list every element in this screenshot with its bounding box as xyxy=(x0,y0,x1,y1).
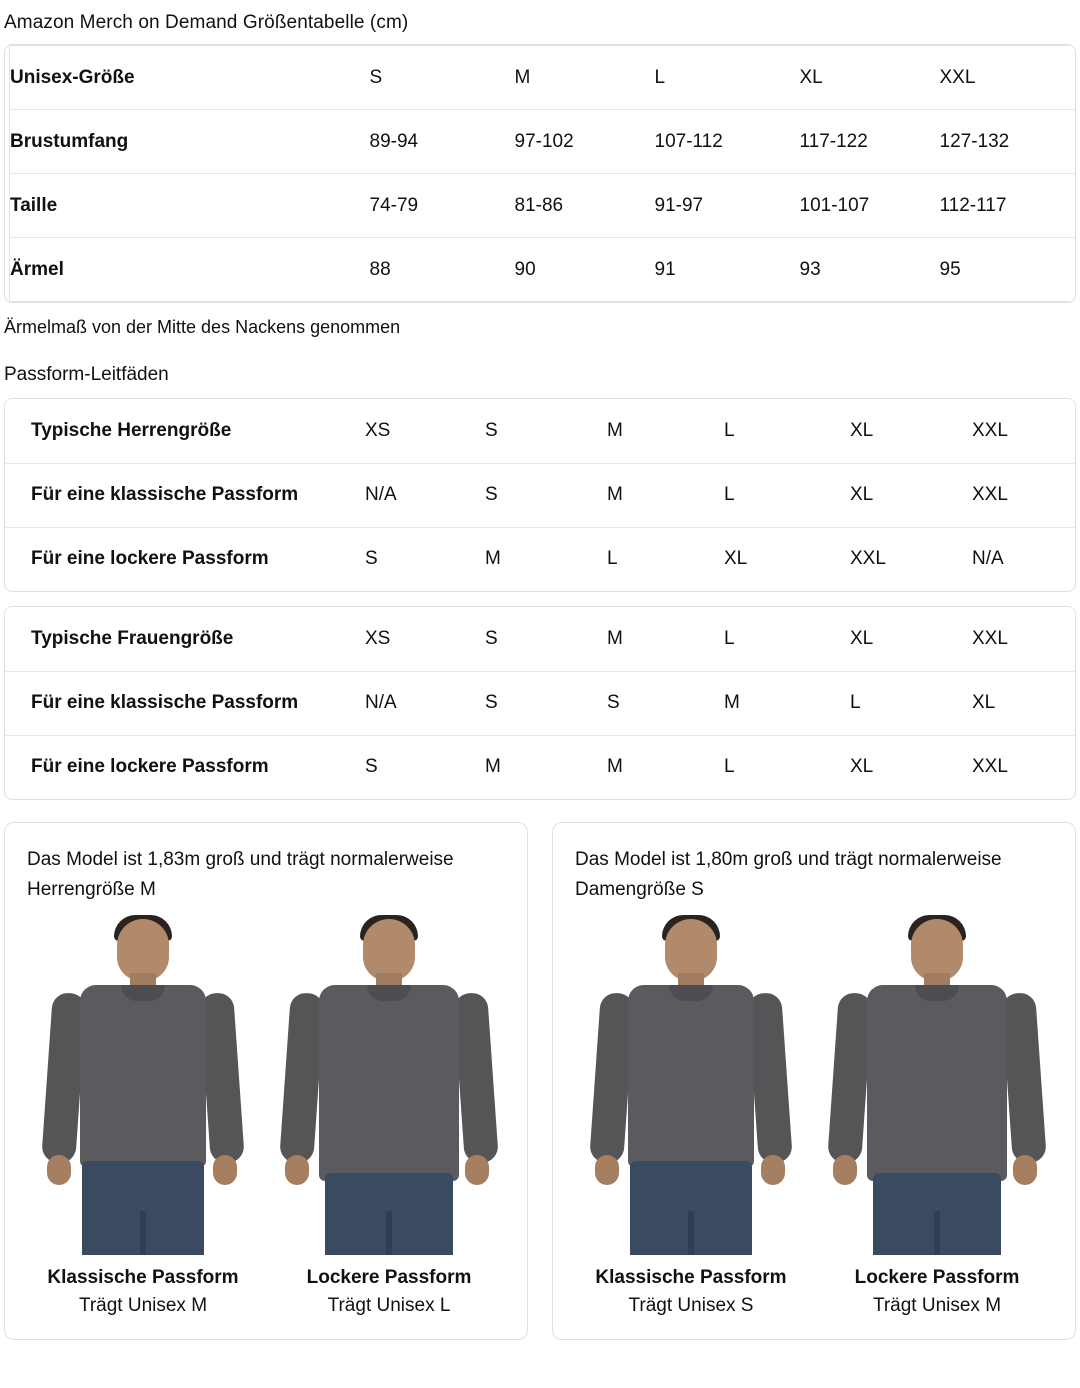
right-sleeve-shape xyxy=(453,992,499,1164)
cell-unisex-size-xxl: XXL xyxy=(940,46,1077,110)
cell-waist-s: 74-79 xyxy=(370,174,515,238)
head-shape xyxy=(911,919,963,981)
cell-womens-classic-1: N/A xyxy=(365,671,485,735)
cell-womens-classic-4: M xyxy=(724,671,850,735)
row-header-typical-womens-size: Typische Frauengröße xyxy=(5,607,365,671)
womens-fit-table xyxy=(5,607,1075,799)
figure-label-mens-classic: Klassische Passform xyxy=(47,1267,239,1288)
shirt-shape xyxy=(319,985,459,1181)
model-card-womens xyxy=(552,822,1076,1340)
jeans-seam xyxy=(386,1211,392,1255)
mens-fit-table-container xyxy=(4,398,1076,592)
cell-chest-xl: 117-122 xyxy=(800,110,940,174)
cell-womens-typical-6: XXL xyxy=(972,607,1075,671)
cell-waist-l: 91-97 xyxy=(655,174,800,238)
row-header-chest: Brustumfang xyxy=(10,110,370,174)
table-row xyxy=(5,735,1075,799)
jeans-seam xyxy=(688,1211,694,1255)
table-row xyxy=(5,463,1075,527)
figure-label-womens-loose: Lockere Passform xyxy=(854,1267,1020,1288)
cell-womens-loose-3: M xyxy=(607,756,623,778)
cell-womens-loose-2: M xyxy=(485,756,501,778)
table-row xyxy=(10,238,1077,302)
right-hand-shape xyxy=(213,1155,237,1185)
model-photo-mens-loose xyxy=(284,915,494,1255)
cell-mens-classic-5: XL xyxy=(850,463,972,527)
shirt-shape xyxy=(80,985,206,1167)
person-illustration xyxy=(586,915,796,1255)
cell-mens-classic-6: XXL xyxy=(972,463,1075,527)
model-caption-womens: Das Model ist 1,80m groß und trägt normalerweise Damengröße S xyxy=(575,849,1002,900)
row-header-typical-mens-size: Typische Herrengröße xyxy=(5,399,365,463)
cell-mens-typical-3: M xyxy=(607,399,724,463)
right-hand-shape xyxy=(1013,1155,1037,1185)
cell-womens-typical-4: L xyxy=(724,607,850,671)
jeans-seam xyxy=(140,1211,146,1255)
model-figures-mens xyxy=(27,915,505,1321)
cell-sleeve-s: 88 xyxy=(369,258,391,280)
left-hand-shape xyxy=(285,1155,309,1185)
cell-mens-typical-4: L xyxy=(724,399,850,463)
cell-mens-loose-4: XL xyxy=(724,548,748,570)
cell-womens-loose-5: XL xyxy=(850,756,874,778)
cell-sleeve-l: 91 xyxy=(654,258,676,280)
cell-womens-loose-4: L xyxy=(724,756,735,778)
cell-waist-xl: 101-107 xyxy=(800,174,940,238)
model-photo-mens-classic xyxy=(38,915,248,1255)
cell-womens-loose-6: XXL xyxy=(972,756,1008,778)
table-row xyxy=(10,174,1077,238)
row-header-womens-classic-fit: Für eine klassische Passform xyxy=(5,671,365,735)
figure-label-womens-classic: Klassische Passform xyxy=(595,1267,787,1288)
figure-mens-classic xyxy=(27,915,259,1321)
cell-mens-loose-1: S xyxy=(365,548,378,570)
cell-sleeve-m: 90 xyxy=(514,258,536,280)
fit-guides-label: Passform-Leitfäden xyxy=(4,364,169,385)
cell-chest-s: 89-94 xyxy=(370,110,515,174)
model-caption-mens: Das Model ist 1,83m groß und trägt normalerweise Herrengröße M xyxy=(27,849,454,900)
cell-unisex-size-xl: XL xyxy=(800,46,940,110)
cell-sleeve-xl: 93 xyxy=(799,258,821,280)
figure-sub-womens-loose: Trägt Unisex M xyxy=(872,1295,1002,1316)
womens-fit-table-container xyxy=(4,606,1076,800)
model-photo-womens-classic xyxy=(586,915,796,1255)
head-shape xyxy=(363,919,415,981)
table-row xyxy=(5,399,1075,463)
cell-mens-typical-2: S xyxy=(485,399,607,463)
head-shape xyxy=(117,919,169,981)
table-row xyxy=(5,607,1075,671)
cell-mens-typical-1: XS xyxy=(365,399,485,463)
left-hand-shape xyxy=(47,1155,71,1185)
right-hand-shape xyxy=(465,1155,489,1185)
row-header-unisex-size: Unisex-Größe xyxy=(10,46,370,110)
cell-chest-m: 97-102 xyxy=(515,110,655,174)
shirt-shape xyxy=(628,985,754,1167)
cell-unisex-size-m: M xyxy=(515,46,655,110)
cell-mens-typical-5: XL xyxy=(850,399,972,463)
row-header-sleeve: Ärmel xyxy=(10,258,64,280)
cell-mens-classic-1: N/A xyxy=(365,463,485,527)
person-illustration xyxy=(284,915,494,1255)
figure-sub-mens-loose: Trägt Unisex L xyxy=(327,1295,451,1316)
cell-womens-classic-2: S xyxy=(485,671,607,735)
figure-womens-classic xyxy=(575,915,807,1321)
row-header-mens-classic-fit: Für eine klassische Passform xyxy=(5,463,365,527)
cell-unisex-size-s: S xyxy=(370,46,515,110)
unisex-size-table xyxy=(9,45,1076,302)
table-spacer xyxy=(0,592,1080,606)
cell-mens-classic-4: L xyxy=(724,463,850,527)
left-hand-shape xyxy=(595,1155,619,1185)
person-illustration xyxy=(832,915,1042,1255)
table-row xyxy=(5,527,1075,591)
cell-womens-typical-3: M xyxy=(607,607,724,671)
right-hand-shape xyxy=(761,1155,785,1185)
table-row xyxy=(5,671,1075,735)
row-header-womens-loose-fit: Für eine lockere Passform xyxy=(31,756,269,778)
model-photo-womens-loose xyxy=(832,915,1042,1255)
cell-womens-classic-6: XL xyxy=(972,671,1075,735)
cell-womens-typical-2: S xyxy=(485,607,607,671)
cell-mens-classic-2: S xyxy=(485,463,607,527)
cell-mens-loose-2: M xyxy=(485,548,501,570)
cell-mens-classic-3: M xyxy=(607,463,724,527)
cell-mens-loose-3: L xyxy=(607,548,618,570)
cell-mens-loose-6: N/A xyxy=(972,548,1004,570)
page-title: Amazon Merch on Demand Größentabelle (cm) xyxy=(4,12,409,33)
figure-sub-womens-classic: Trägt Unisex S xyxy=(628,1295,754,1316)
cell-chest-xxl: 127-132 xyxy=(940,110,1077,174)
row-header-waist: Taille xyxy=(10,174,370,238)
cell-mens-loose-5: XXL xyxy=(850,548,886,570)
mens-fit-table xyxy=(5,399,1075,591)
cell-chest-l: 107-112 xyxy=(655,110,800,174)
cell-womens-classic-5: L xyxy=(850,671,972,735)
left-hand-shape xyxy=(833,1155,857,1185)
cell-sleeve-xxl: 95 xyxy=(939,258,961,280)
figure-mens-loose xyxy=(273,915,505,1321)
cell-womens-typical-5: XL xyxy=(850,607,972,671)
model-figures-womens xyxy=(575,915,1053,1321)
unisex-size-table-container xyxy=(4,44,1076,303)
sleeve-measure-note: Ärmelmaß von der Mitte des Nackens genommen xyxy=(4,317,401,337)
head-shape xyxy=(665,919,717,981)
cell-unisex-size-l: L xyxy=(655,46,800,110)
cell-waist-m: 81-86 xyxy=(515,174,655,238)
figure-sub-mens-classic: Trägt Unisex M xyxy=(78,1295,208,1316)
cell-mens-typical-6: XXL xyxy=(972,399,1075,463)
person-illustration xyxy=(38,915,248,1255)
shirt-shape xyxy=(867,985,1007,1181)
right-sleeve-shape xyxy=(1001,992,1047,1164)
model-cards xyxy=(4,822,1076,1340)
figure-womens-loose xyxy=(821,915,1053,1321)
cell-waist-xxl: 112-117 xyxy=(940,174,1077,238)
model-card-mens xyxy=(4,822,528,1340)
table-row xyxy=(10,110,1077,174)
row-header-mens-loose-fit: Für eine lockere Passform xyxy=(31,548,269,570)
jeans-seam xyxy=(934,1211,940,1255)
cell-womens-loose-1: S xyxy=(365,756,378,778)
figure-label-mens-loose: Lockere Passform xyxy=(306,1267,472,1288)
cell-womens-classic-3: S xyxy=(607,671,724,735)
cell-womens-typical-1: XS xyxy=(365,607,485,671)
table-row xyxy=(10,46,1077,110)
